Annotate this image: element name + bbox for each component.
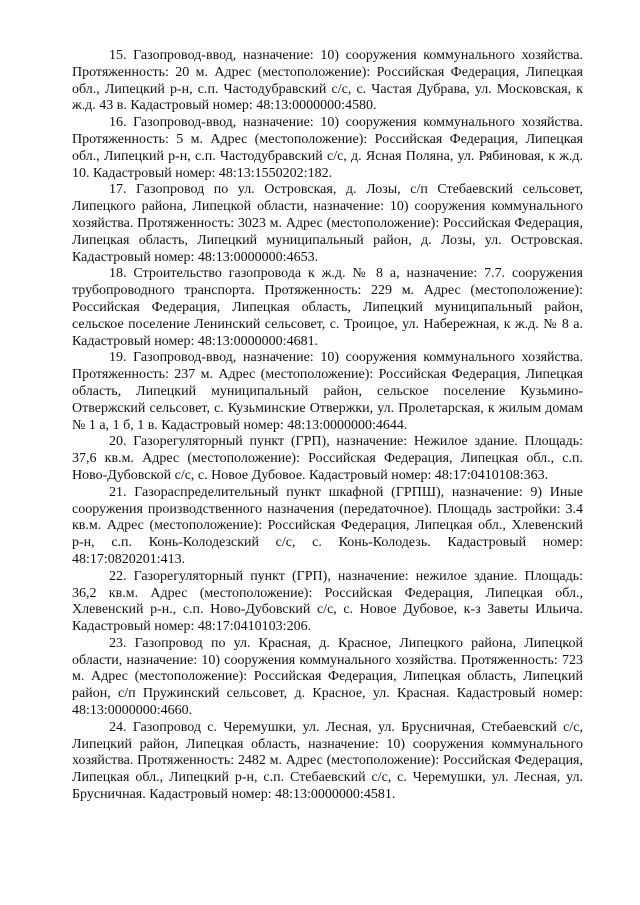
- list-item-20: 20. Газорегуляторный пункт (ГРП), назначение: Нежилое здание. Площадь: 37,6 кв.м. Адрес (местоположение): Российская Федерация, Липецкая обл., с.п. Ново-Дубовской с/с, с. Новое Дубовое. Кадастровый номер: 48:17:0410108:363.: [72, 434, 583, 483]
- list-item-16: 16. Газопровод-ввод, назначение: 10) сооружения коммунального хозяйства. Протяженность: 5 м. Адрес (местоположение): Российская Федерация, Липецкая обл., Липецкий р-н, с.п. Частодубравский с/с, д. Ясная Поляна, ул. Рябиновая, к ж.д. 10. Кадастровый номер: 48:13:1550202:182.: [72, 115, 583, 181]
- list-item-23: 23. Газопровод по ул. Красная, д. Красное, Липецкого района, Липецкой области, назначение: 10) сооружения коммунального хозяйства. Протяженность: 723 м. Адрес (местоположение): Российская Федерация, Липецкая область, Липецкий район, с/п Пружинский сельсовет, д. Красное, ул. Красная. Кадастровый номер: 48:13:0000000:4660.: [72, 635, 583, 719]
- list-item-15: 15. Газопровод-ввод, назначение: 10) сооружения коммунального хозяйства. Протяженность: 20 м. Адрес (местоположение): Российская Федерация, Липецкая обл., Липецкий р-н, с.п. Частодубравский с/с, с. Частая Дубрава, ул. Московская, к ж.д. 43 в. Кадастровый номер: 48:13:0000000:4580.: [72, 48, 583, 114]
- document-body: [72, 48, 583, 804]
- list-item-22: 22. Газорегуляторный пункт (ГРП), назначение: нежилое здание. Площадь: 36,2 кв.м. Адрес (местоположение): Российская Федерация, Липецкая обл., Хлевенский р-н., с.п. Ново-Дубовский с/с, с. Новое Дубовое, к-з Заветы Ильича. Кадастровый номер: 48:17:0410103:206.: [72, 568, 583, 635]
- list-item-19: 19. Газопровод-ввод, назначение: 10) сооружения коммунального хозяйства. Протяженность: 237 м. Адрес (местоположение): Российская Федерация, Липецкая область, Липецкий муниципальный район, сельское поселение Кузьмино-Отвержский сельсовет, с. Кузьминские Отвержки, ул. Пролетарская, к жилым домам № 1 а, 1 б, 1 в. Кадастровый номер: 48:13:0000000:4644.: [72, 350, 583, 433]
- list-item-21: 21. Газораспределительный пункт шкафной (ГРПШ), назначение: 9) Иные сооружения производственного назначения (передаточное). Площадь застройки: 3.4 кв.м. Адрес (местоположение): Российская Федерация, Липецкая обл., Хлевенский р-н, с.п. Конь-Колодезский с/с, с. Конь-Колодезь. Кадастровый номер: 48:17:0820201:413.: [72, 484, 583, 567]
- list-item-24: 24. Газопровод с. Черемушки, ул. Лесная, ул. Брусничная, Стебаевский с/с, Липецкий район, Липецкая область, назначение: 10) сооружения коммунального хозяйства. Протяженность: 2482 м. Адрес (местоположение): Российская Федерация, Липецкая обл., Липецкий р-н, с.п. Стебаевский с/с, с. Черемушки, ул. Лесная, ул. Брусничная. Кадастровый номер: 48:13:0000000:4581.: [72, 719, 583, 803]
- list-item-18: 18. Строительство газопровода к ж.д. № 8 а, назначение: 7.7. сооружения трубопроводного транспорта. Протяженность: 229 м. Адрес (местоположение): Российская Федерация, Липецкая область, Липецкий муниципальный район, сельское поселение Ленинский сельсовет, с. Троицое, ул. Набережная, к ж.д. № 8 а. Кадастровый номер: 48:13:0000000:4681.: [72, 266, 583, 349]
- list-item-17: 17. Газопровод по ул. Островская, д. Лозы, с/п Стебаевский сельсовет, Липецкого района, Липецкой области, назначение: 10) сооружения коммунального хозяйства. Протяженность: 3023 м. Адрес (местоположение): Российская Федерация, Липецкая область, Липецкий муниципальный район, д. Лозы, ул. Островская. Кадастровый номер: 48:13:0000000:4653.: [72, 182, 583, 265]
